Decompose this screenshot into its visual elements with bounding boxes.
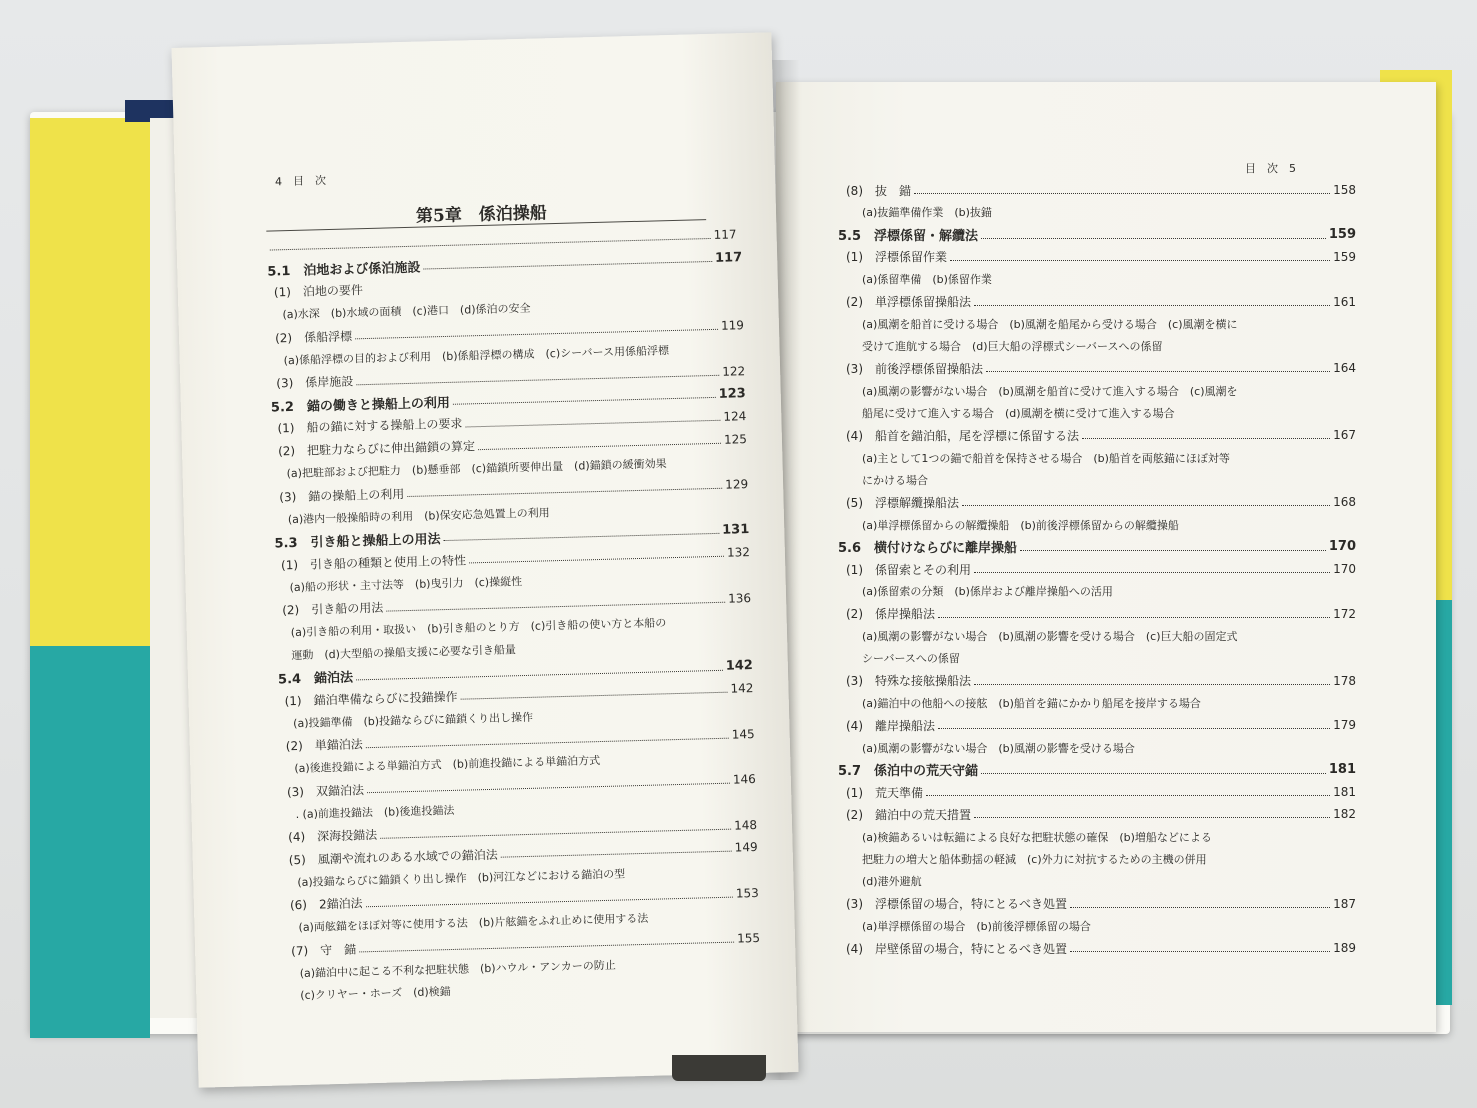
toc-page-number: 170 [1328, 539, 1356, 555]
toc-page-number: 179 [1333, 718, 1356, 733]
toc-label: 船尾に受けて進入する場合 (d)風潮を横に受けて進入する場合 [862, 407, 1175, 420]
toc-row [862, 201, 1356, 223]
chapter-title: 第5章 係泊操船 [415, 203, 548, 227]
toc-label: (2) 係岸操船法 [846, 607, 935, 622]
toc-row [862, 380, 1356, 402]
toc-label: (a)抜錨準備作業 (b)抜錨 [862, 206, 992, 220]
toc-label: 5.2 錨の働きと操船上の利用 [270, 395, 451, 416]
cover-teal-stripe-left [30, 646, 150, 1038]
toc-page-number: 172 [1333, 606, 1356, 621]
left-page-header: 4 目 次 [274, 174, 327, 189]
toc-label: (c)クリヤー・ホーズ (d)検錨 [300, 985, 451, 1003]
leader-dots [914, 192, 1330, 194]
bookmark-ribbon [672, 1055, 766, 1081]
toc-page-number: 146 [732, 772, 757, 787]
toc-label: 把駐力の増大と船体動揺の軽減 (c)外力に対抗するための主機の併用 [862, 853, 1207, 866]
toc-label: 受けて進航する場合 (d)巨大船の浮標式シーバースへの係留 [862, 340, 1163, 354]
toc-label: (a)係留準備 (b)係留作業 [862, 273, 992, 287]
toc-row [846, 937, 1356, 959]
toc-label: (a)錨泊中の他船への接舷 (b)船首を錨にかかり船尾を接岸する場合 [862, 696, 1201, 710]
toc-label: (3) 錨の操船上の利用 [279, 486, 405, 504]
toc-row [862, 402, 1356, 424]
leader-dots [974, 816, 1330, 818]
toc-page-number: 161 [1333, 294, 1356, 309]
toc-page-number: 117 [714, 249, 743, 266]
toc-label: (a)引き船の利用・取扱い (b)引き船のとり方 (c)引き船の使い方と本船の [290, 616, 667, 640]
toc-label: 5.1 泊地および係泊施設 [267, 260, 421, 280]
leader-dots [465, 419, 720, 428]
leader-dots [974, 571, 1330, 573]
right-page [776, 82, 1436, 1032]
leader-dots [981, 237, 1326, 239]
toc-label: (1) 浮標係留作業 [846, 250, 947, 265]
toc-label: (4) 船首を錨泊船，尾を浮標に係留する法 [846, 428, 1079, 443]
leader-dots [950, 259, 1330, 261]
toc-label: (a)水深 (b)水域の面積 (c)港口 (d)係泊の安全 [282, 302, 531, 322]
toc-label: . (a)前進投錨法 (b)後進投錨法 [295, 803, 455, 821]
toc-label: (2) 単錨泊法 [285, 737, 363, 754]
toc-page-number: 129 [725, 477, 749, 492]
leader-dots [974, 304, 1330, 306]
toc-row [846, 424, 1356, 446]
toc-page-number: 181 [1328, 762, 1356, 778]
leader-dots [1070, 906, 1330, 908]
toc-label: (a)錨泊中に起こる不利な把駐状態 (b)ハウル・アンカーの防止 [299, 958, 616, 980]
toc-label: (a)係船浮標の目的および利用 (b)係船浮標の構成 (c)シーバース用係船浮標 [283, 343, 670, 367]
toc-page-number: 181 [1333, 785, 1356, 800]
toc-label: (2) 係船浮標 [274, 328, 353, 346]
leader-dots [926, 794, 1330, 796]
toc-label: (5) 風潮や流れのある水域での錨泊法 [288, 847, 498, 867]
leader-dots [981, 772, 1326, 774]
toc-label: (a)単浮標係留からの解纜操船 (b)前後浮標係留からの解纜操船 [862, 518, 1179, 532]
toc-row [862, 737, 1356, 759]
toc-page-number: 158 [1333, 183, 1356, 197]
toc-row [846, 558, 1356, 580]
leader-dots [367, 782, 730, 794]
chapter-page: 117 [713, 227, 737, 242]
leader-dots [469, 555, 724, 564]
toc-label: (d)港外避航 [862, 875, 922, 889]
toc-label: (a)両舷錨をほぼ対等に使用する法 (b)片舷錨をふれ止めに使用する法 [298, 912, 649, 935]
toc-label: 5.5 浮標係留・解纜法 [838, 229, 979, 245]
toc-label: (7) 守 錨 [290, 942, 357, 958]
leader-dots [366, 736, 729, 748]
leader-dots [359, 941, 734, 953]
toc-label: (3) 前後浮標係留操船法 [846, 361, 983, 376]
leader-dots [1020, 549, 1326, 551]
toc-page-number: 132 [726, 545, 751, 560]
leader-dots [386, 600, 725, 611]
toc-row [846, 291, 1356, 313]
leader-dots [380, 827, 731, 838]
toc-page-number: 159 [1328, 227, 1356, 243]
toc-label: (2) 引き船の用法 [282, 600, 384, 618]
toc-row [838, 536, 1356, 558]
leader-dots [366, 895, 733, 907]
leader-dots [501, 850, 732, 858]
leader-dots [461, 691, 728, 700]
leader-dots [974, 683, 1330, 685]
toc-label: (a)検錨あるいは転錨による良好な把駐状態の確保 (b)増船などによる [862, 830, 1212, 844]
toc-page-number: 136 [727, 590, 752, 606]
toc-label: 5.4 錨泊法 [277, 670, 354, 688]
toc-row [846, 179, 1356, 201]
toc-label: (a)風潮を船首に受ける場合 (b)風潮を船尾から受ける場合 (c)風潮を横に [862, 317, 1238, 331]
leader-dots [1070, 950, 1330, 952]
toc-page-number: 124 [723, 409, 747, 424]
toc-label: (a)船の形状・主寸法等 (b)曳引力 (c)操縦性 [289, 574, 523, 594]
toc-row [846, 603, 1356, 625]
toc-label: (3) 浮標係留の場合，特にとるべき処置 [846, 897, 1067, 912]
toc-row [862, 580, 1356, 602]
toc-row [862, 647, 1356, 669]
toc-row [862, 625, 1356, 647]
toc-row [862, 335, 1356, 357]
leader-dots [407, 487, 722, 497]
leader-dots [478, 441, 721, 449]
toc-row [862, 447, 1356, 469]
leader-dots [356, 668, 723, 680]
toc-row [862, 870, 1356, 892]
toc-label: (4) 離岸操船法 [846, 718, 935, 733]
toc-page-number: 167 [1333, 428, 1356, 443]
toc-page-number: 145 [731, 726, 755, 742]
leader-dots [443, 532, 719, 541]
leader-dots [986, 370, 1330, 372]
toc-label: (3) 特殊な接舷操船法 [846, 674, 971, 689]
toc-label: シーバースへの係留 [862, 652, 960, 666]
toc-label: (6) 2錨泊法 [289, 896, 363, 913]
cover-yellow-stripe-left [30, 118, 150, 646]
toc-label: (1) 錨泊準備ならびに投錨操作 [284, 689, 458, 709]
toc-label: (4) 岸壁係留の場合，特にとるべき処置 [846, 941, 1067, 956]
toc-label: (1) 係留索とその利用 [846, 562, 971, 577]
toc-row [862, 469, 1356, 491]
toc-row [846, 491, 1356, 513]
toc-row [846, 714, 1356, 736]
toc-page-number: 168 [1333, 495, 1356, 510]
toc-label: 5.3 引き船と操船上の用法 [274, 532, 441, 552]
toc-row [862, 313, 1356, 335]
toc-label: (3) 係岸施設 [276, 374, 354, 391]
toc-label: (a)風潮の影響がない場合 (b)風潮の影響を受ける場合 [862, 741, 1135, 755]
toc-row [846, 803, 1356, 825]
toc-page-number: 123 [718, 385, 746, 402]
leader-dots [453, 396, 716, 405]
toc-label: にかける場合 [862, 473, 928, 487]
toc-row [846, 893, 1356, 915]
toc-row [838, 224, 1356, 246]
toc-label: (a)把駐部および把駐力 (b)懸垂部 (c)錨鎖所要伸出量 (d)錨鎖の緩衝効果 [286, 457, 667, 481]
toc-label: (2) 単浮標係留操船法 [846, 295, 971, 309]
toc-page-number: 131 [721, 521, 750, 538]
toc-page-number: 119 [720, 318, 745, 333]
toc-page-number: 149 [734, 840, 758, 855]
leader-dots [1082, 437, 1330, 439]
left-page [171, 32, 798, 1087]
toc-page-number: 125 [723, 431, 748, 447]
toc-row [862, 268, 1356, 290]
toc-label: (3) 双錨泊法 [286, 782, 365, 799]
toc-label: (2) 錨泊中の荒天措置 [846, 807, 971, 822]
toc-row [838, 759, 1356, 781]
leader-dots [962, 504, 1330, 506]
toc-label: (1) 船の錨に対する操船上の要求 [277, 416, 463, 436]
toc-label: (a)主として1つの錨で船首を保持させる場合 (b)船首を両舷錨にほぼ対等 [862, 451, 1230, 465]
toc-page-number: 189 [1333, 941, 1356, 956]
toc-label: (a)単浮標係留の場合 (b)前後浮標係留の場合 [862, 919, 1091, 933]
leader-dots [938, 616, 1330, 618]
right-page-header: 目 次 5 [1245, 162, 1296, 175]
toc-page-number: 148 [733, 817, 758, 833]
toc-label: 5.7 係泊中の荒天守錨 [838, 764, 979, 780]
toc-label: (a)風潮の影響がない場合 (b)風潮の影響を受ける場合 (c)巨大船の固定式 [862, 630, 1238, 643]
toc-page-number: 187 [1333, 896, 1356, 911]
toc-label: (2) 把駐力ならびに伸出錨鎖の算定 [277, 439, 476, 459]
toc-page-number: 159 [1333, 249, 1356, 264]
toc-label: (8) 抜 錨 [846, 183, 911, 198]
toc-row [862, 826, 1356, 848]
toc-page-number: 122 [722, 363, 746, 379]
toc-label: (4) 深海投錨法 [288, 827, 378, 845]
toc-row [846, 357, 1356, 379]
toc-page-number: 142 [730, 681, 754, 696]
toc-label: (a)投錨ならびに錨鎖くり出し操作 (b)河江などにおける錨泊の型 [297, 867, 626, 889]
toc-page-number: 178 [1333, 673, 1356, 688]
leader-dots [938, 727, 1330, 729]
toc-label: 5.6 横付けならびに離岸操船 [838, 541, 1018, 557]
toc-label: (a)港内一般操船時の利用 (b)保安応急処置上の利用 [287, 505, 550, 526]
leader-dots [355, 328, 718, 340]
leader-dots [423, 260, 712, 270]
toc-row [862, 848, 1356, 870]
leader-dots [356, 373, 719, 385]
toc-label: (a)係留索の分類 (b)係岸および離岸操船への活用 [862, 585, 1113, 599]
toc-label: (a)投錨準備 (b)投錨ならびに錨鎖くり出し操作 [293, 710, 534, 731]
toc-row [862, 692, 1356, 714]
toc-page-number: 153 [735, 885, 759, 901]
toc-page-number: 164 [1333, 361, 1356, 376]
toc-page-number: 155 [736, 930, 761, 946]
toc-row [862, 514, 1356, 536]
toc-label: (1) 荒天準備 [846, 785, 923, 800]
toc-label: 運動 (d)大型船の操船支援に必要な引き船量 [291, 643, 517, 662]
toc-label: (a)風潮の影響がない場合 (b)風潮を船首に受けて進入する場合 (c)風潮を [862, 384, 1238, 398]
toc-label: (1) 引き船の種類と使用上の特性 [280, 553, 467, 572]
toc-label: (5) 浮標解纜操船法 [846, 495, 959, 510]
toc-row [846, 246, 1356, 268]
toc-row [862, 915, 1356, 937]
toc-page-number: 142 [725, 658, 754, 674]
toc-row [846, 781, 1356, 803]
toc-page-number: 182 [1333, 807, 1356, 822]
toc-page-number: 170 [1333, 562, 1356, 577]
toc-label: (a)後進投錨による単錨泊方式 (b)前進投錨による単錨泊方式 [294, 754, 601, 776]
toc-label: (1) 泊地の要件 [273, 283, 364, 300]
toc-row [846, 670, 1356, 692]
